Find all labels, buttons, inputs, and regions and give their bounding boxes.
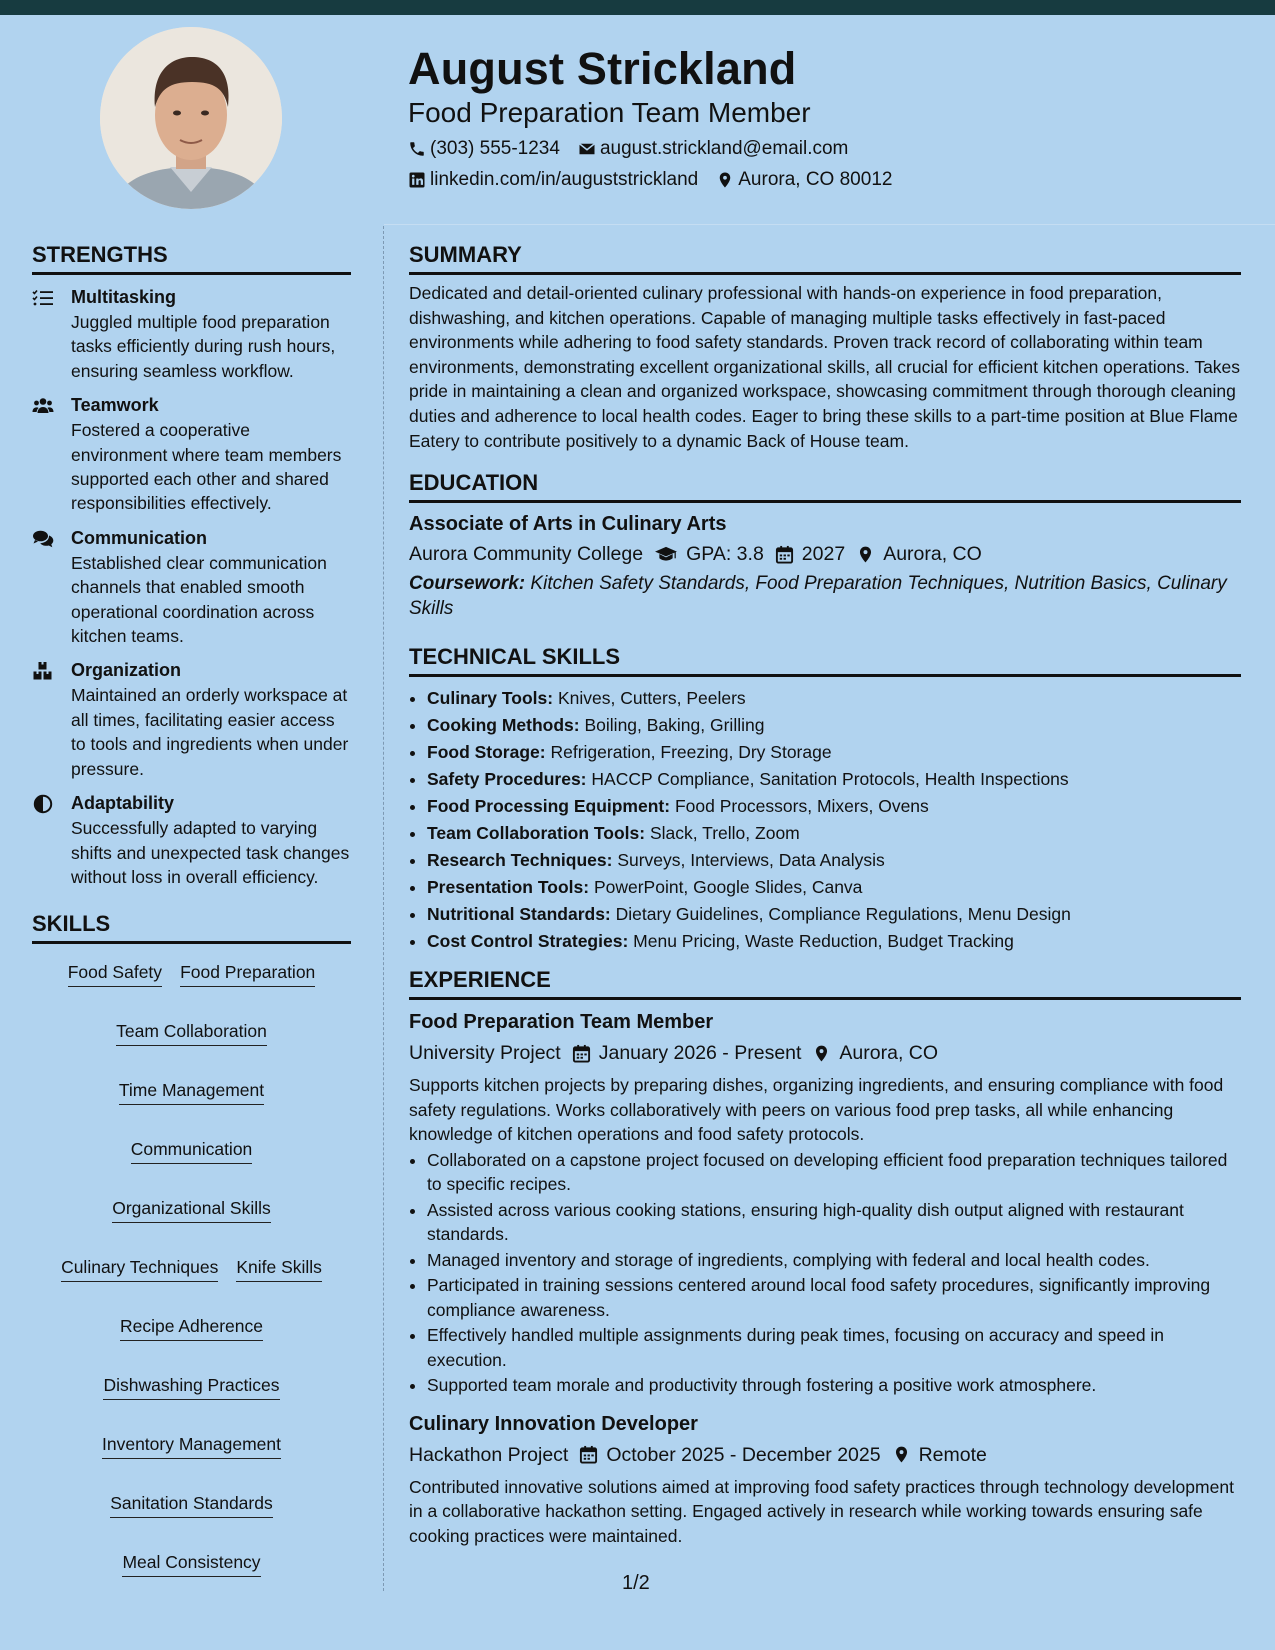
envelope-icon	[578, 140, 596, 158]
strength-item	[32, 526, 351, 649]
users-icon	[32, 396, 54, 416]
tech-skill-item	[427, 712, 1241, 739]
header	[408, 42, 1248, 192]
map-marker-icon	[812, 1044, 831, 1063]
skill-chip: Recipe Adherence	[120, 1314, 263, 1341]
skill-chip: Team Collaboration	[116, 1019, 267, 1046]
strength-name: Organization	[71, 660, 182, 681]
map-marker-icon	[856, 545, 875, 564]
left-column	[32, 240, 351, 1577]
job-dates: January 2026 - Present	[598, 1042, 802, 1065]
tech-skill-value: Dietary Guidelines, Compliance Regulations, Menu Design	[615, 904, 1071, 925]
tech-skill-value: Knives, Cutters, Peelers	[557, 688, 746, 709]
tech-skill-label: Food Processing Equipment:	[427, 796, 671, 817]
job-location: Aurora, CO	[839, 1042, 939, 1065]
job-location: Remote	[918, 1443, 987, 1466]
skill-chip: Sanitation Standards	[110, 1491, 272, 1518]
tech-skill-label: Nutritional Standards:	[427, 904, 611, 925]
linkedin-text: linkedin.com/in/auguststrickland	[430, 169, 699, 190]
job-bullet: • Effectively handled multiple assignments during peak times, focusing on accuracy and speed in execution.	[427, 1323, 1241, 1372]
job-org: Hackathon Project	[409, 1443, 569, 1466]
calendar-icon	[775, 545, 794, 564]
map-marker-icon	[892, 1445, 911, 1464]
strength-item	[32, 393, 351, 516]
skills-heading: SKILLS	[32, 909, 351, 944]
technical-skills-list	[409, 685, 1241, 955]
top-bar	[0, 0, 1275, 15]
tech-skill-item	[427, 820, 1241, 847]
experience-heading: EXPERIENCE	[409, 965, 1241, 1000]
strength-item	[32, 285, 351, 383]
coursework-label: Coursework:	[409, 573, 526, 595]
header-divider	[384, 224, 1275, 225]
grad-year: 2027	[801, 543, 846, 566]
phone-text: (303) 555-1234	[430, 138, 560, 159]
profile-photo	[100, 27, 282, 209]
calendar-icon	[579, 1445, 598, 1464]
tech-skill-label: Safety Procedures:	[427, 769, 587, 790]
skill-chip: Food Preparation	[180, 960, 315, 987]
skill-chip: Culinary Techniques	[61, 1255, 218, 1282]
job-title: Food Preparation Team Member	[409, 1011, 714, 1034]
tech-skill-label: Food Storage:	[427, 742, 546, 763]
job-meta	[409, 1039, 1241, 1067]
strength-name: Teamwork	[71, 395, 159, 416]
tech-skill-item	[427, 847, 1241, 874]
skill-chip: Meal Consistency	[122, 1550, 260, 1577]
tech-skill-label: Culinary Tools:	[427, 688, 554, 709]
tech-skill-value: Surveys, Interviews, Data Analysis	[617, 850, 885, 871]
location-text: Aurora, CO 80012	[738, 169, 893, 190]
school-location: Aurora, CO	[883, 543, 982, 566]
summary-text: Dedicated and detail-oriented culinary professional with hands-on experience in food preparation, dishwashing, and kitchen operations. Capable of managing multiple tasks effectively in fast-paced environments while adhering to food safety standards. Proven track record of collaborating within team environments, demonstrating excellent organizational skills, all crucial for efficient kitchen operations. Takes pride in maintaining a clean and organized workspace, showcasing commitment through thorough cleaning duties and adherence to local health codes. Eager to bring these skills to a part-time position at Blue Flame Eatery to contribute positively to a dynamic Back of House team.	[409, 283, 1241, 451]
coursework-list: Kitchen Safety Standards, Food Preparation Techniques, Nutrition Basics, Culinary Skills	[409, 573, 1227, 619]
tech-skill-item	[427, 685, 1241, 712]
contact-row-2	[408, 168, 1248, 192]
column-divider	[383, 226, 384, 1591]
skill-chip: Organizational Skills	[112, 1196, 271, 1223]
job-bullet: • Managed inventory and storage of ingredients, complying with federal and local health codes.	[427, 1248, 1241, 1273]
comments-icon	[32, 529, 54, 549]
tech-skill-value: PowerPoint, Google Slides, Canva	[593, 877, 863, 898]
education-meta	[409, 540, 1241, 568]
tech-skill-label: Research Techniques:	[427, 850, 613, 871]
tech-skill-value: Food Processors, Mixers, Ovens	[674, 796, 929, 817]
email-item[interactable]	[578, 137, 848, 161]
strength-desc: Established clear communication channels that enabled smooth operational coordination across kitchen teams.	[71, 552, 327, 647]
skills-list	[32, 960, 351, 1577]
job-description: Contributed innovative solutions aimed at improving food safety practices through technology development in a collaborative hackathon setting. Engaged actively in research while working towards ensuring safe cooking practices were maintained.	[409, 1476, 1234, 1546]
job-bullet: • Assisted across various cooking stations, ensuring high-quality dish output aligned with restaurant standards.	[427, 1198, 1241, 1247]
graduation-cap-icon	[654, 545, 678, 564]
phone-icon	[408, 140, 426, 158]
job-bullet: • Participated in training sessions centered around local food safety procedures, significantly improving compliance awareness.	[427, 1273, 1241, 1322]
job-meta	[409, 1441, 1241, 1469]
technical-skills-heading: TECHNICAL SKILLS	[409, 642, 1241, 677]
right-column	[409, 240, 1241, 1548]
strength-item	[32, 791, 351, 889]
strength-desc: Juggled multiple food preparation tasks efficiently during rush hours, ensuring seamless workflow.	[71, 312, 336, 381]
linkedin-item[interactable]	[408, 168, 698, 192]
job-bullet: • Supported team morale and productivity through fostering a positive work atmosphere.	[427, 1373, 1241, 1398]
tech-skill-item	[427, 793, 1241, 820]
half-circle-icon	[32, 794, 54, 814]
tech-skill-value: Slack, Trello, Zoom	[649, 823, 800, 844]
linkedin-icon	[408, 171, 426, 189]
skill-chip: Food Safety	[68, 960, 162, 987]
tech-skill-label: Cooking Methods:	[427, 715, 580, 736]
gpa-text: GPA: 3.8	[686, 543, 764, 566]
job-bullets	[409, 1148, 1241, 1398]
education-heading: EDUCATION	[409, 468, 1241, 503]
strength-item	[32, 658, 351, 781]
contact-row-1	[408, 137, 1248, 161]
tech-skill-value: Boiling, Baking, Grilling	[584, 715, 765, 736]
school-name: Aurora Community College	[409, 543, 644, 566]
job-title: Culinary Innovation Developer	[409, 1412, 698, 1435]
tech-skill-label: Presentation Tools:	[427, 877, 590, 898]
tech-skill-item	[427, 928, 1241, 955]
tech-skill-label: Team Collaboration Tools:	[427, 823, 646, 844]
job-dates: October 2025 - December 2025	[606, 1443, 881, 1466]
map-marker-icon	[716, 171, 734, 189]
calendar-icon	[572, 1044, 591, 1063]
tech-skill-item	[427, 739, 1241, 766]
skill-chip: Inventory Management	[102, 1432, 281, 1459]
list-check-icon	[32, 288, 54, 308]
strength-name: Multitasking	[71, 287, 177, 307]
skill-chip: Time Management	[119, 1078, 264, 1105]
degree-name: Associate of Arts in Culinary Arts	[409, 513, 727, 536]
candidate-name: August Strickland	[408, 43, 797, 94]
skill-chip: Dishwashing Practices	[103, 1373, 279, 1400]
page-number: 1/2	[622, 1572, 650, 1594]
location-item	[716, 168, 892, 192]
job-org: University Project	[409, 1042, 561, 1065]
strength-desc: Successfully adapted to varying shifts and unexpected task changes without loss in overall efficiency.	[71, 818, 350, 887]
job-bullet: • Collaborated on a capstone project focused on developing efficient food preparation techniques tailored to specific recipes.	[427, 1148, 1241, 1197]
tech-skill-item	[427, 766, 1241, 793]
job-description: Supports kitchen projects by preparing dishes, organizing ingredients, and ensuring compliance with food safety regulations. Works collaboratively with peers on various food prep tasks, all while enhancing knowledge of kitchen operations and food safety protocols.	[409, 1075, 1224, 1145]
strength-name: Adaptability	[71, 793, 175, 814]
tech-skill-item	[427, 901, 1241, 928]
tech-skill-value: Menu Pricing, Waste Reduction, Budget Tracking	[633, 931, 1014, 952]
job-entry	[409, 1410, 1241, 1549]
strengths-heading: STRENGTHS	[32, 240, 351, 275]
candidate-title: Food Preparation Team Member	[408, 97, 811, 128]
strength-desc: Maintained an orderly workspace at all times, facilitating easier access to tools and ingredients when under pressure.	[71, 685, 349, 779]
skill-chip: Communication	[131, 1137, 253, 1164]
tech-skill-value: Refrigeration, Freezing, Dry Storage	[550, 742, 832, 763]
email-text: august.strickland@email.com	[599, 138, 849, 159]
boxes-icon	[32, 661, 54, 681]
tech-skill-label: Cost Control Strategies:	[427, 931, 629, 952]
strength-name: Communication	[71, 527, 208, 548]
job-entry	[409, 1008, 1241, 1398]
skill-chip: Knife Skills	[236, 1255, 322, 1282]
tech-skill-item	[427, 874, 1241, 901]
strength-desc: Fostered a cooperative environment where team members supported each other and shared responsibilities effectively.	[71, 420, 342, 514]
tech-skill-value: HACCP Compliance, Sanitation Protocols, Health Inspections	[591, 769, 1069, 790]
summary-heading: SUMMARY	[409, 240, 1241, 275]
coursework	[409, 572, 1241, 621]
phone-item[interactable]	[408, 137, 560, 161]
